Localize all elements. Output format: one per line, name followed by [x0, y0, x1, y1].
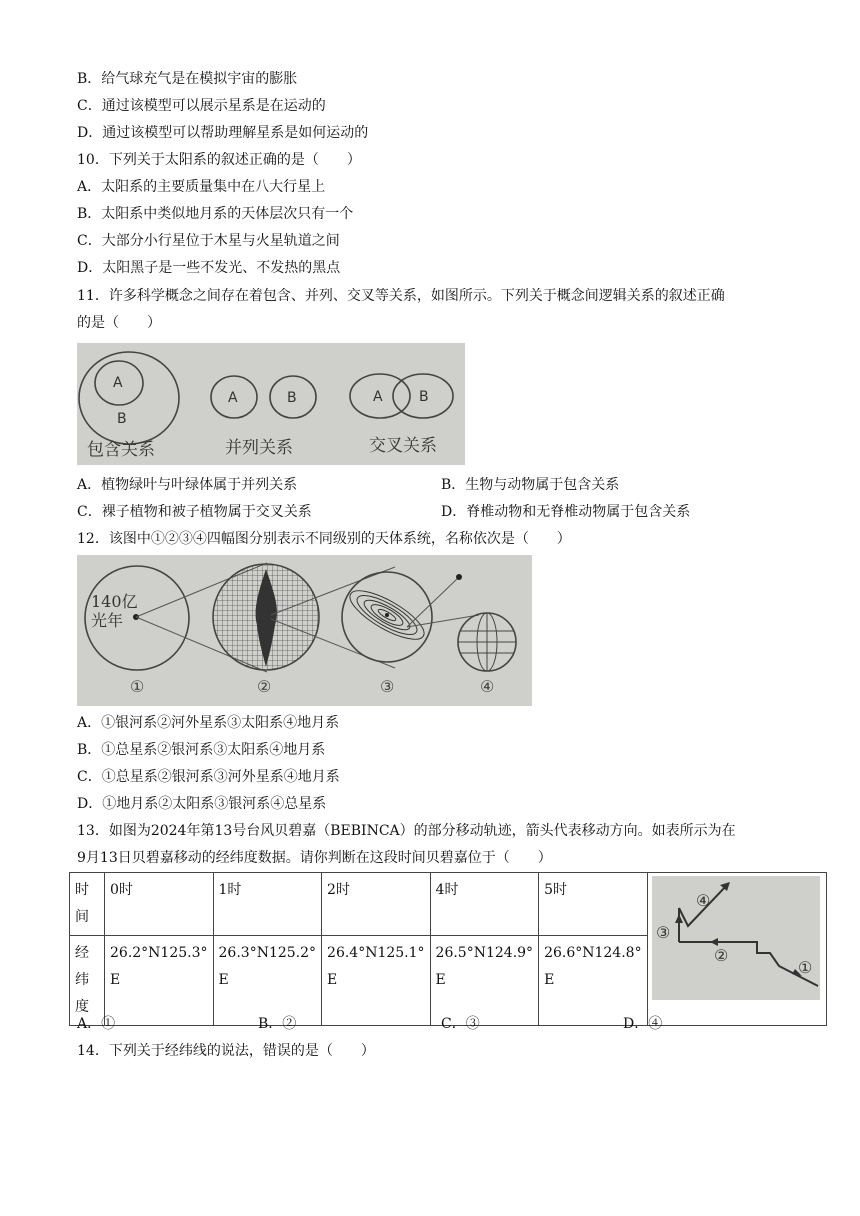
- typhoon-track-map: [652, 876, 820, 1000]
- table-header-time: 时 间: [70, 873, 105, 936]
- q9-option-b: B．给气球充气是在模拟宇宙的膨胀: [77, 71, 298, 87]
- track-label-4: ④: [695, 891, 710, 910]
- q10-stem: 10．下列关于太阳系的叙述正确的是（ ）: [77, 152, 361, 168]
- figure-number-4: ④: [480, 677, 495, 696]
- universe-label-top: 140亿: [91, 592, 138, 611]
- parallel-label-a: A: [228, 390, 238, 406]
- q13-option-b: B．②: [258, 1016, 297, 1032]
- track-label-1: ①: [797, 958, 812, 977]
- table-coord-5: 26.6°N124.8° E: [539, 936, 648, 1026]
- figure-number-3: ③: [380, 677, 395, 696]
- typhoon-coordinates-table: [69, 872, 827, 1026]
- inclusion-outer-circle: [79, 352, 179, 444]
- inclusion-label-a: A: [113, 375, 123, 391]
- table-time-5: 5时: [539, 873, 648, 936]
- concept-relation-figure: [77, 343, 465, 465]
- intersect-caption: 交叉关系: [369, 436, 437, 456]
- q11-option-d: D．脊椎动物和无脊椎动物属于包含关系: [441, 504, 691, 520]
- universe-label-bottom: 光年: [91, 611, 124, 630]
- q9-option-d: D．通过该模型可以帮助理解星系是如何运动的: [77, 125, 369, 141]
- q10-option-d: D．太阳黑子是一些不发光、不发热的黑点: [77, 260, 341, 276]
- q14-stem: 14．下列关于经纬线的说法，错误的是（ ）: [77, 1043, 375, 1059]
- q10-option-a: A．太阳系的主要质量集中在八大行星上: [77, 179, 326, 195]
- q11-option-c: C．裸子植物和被子植物属于交叉关系: [77, 504, 312, 520]
- q10-option-b: B．太阳系中类似地月系的天体层次只有一个: [77, 206, 354, 222]
- q12-option-d: D．①地月系②太阳系③银河系④总星系: [77, 796, 327, 812]
- inclusion-label-b: B: [117, 411, 127, 427]
- intersect-label-a: A: [373, 389, 383, 405]
- track-label-3: ③: [655, 923, 670, 942]
- q13-option-c: C．③: [441, 1016, 480, 1032]
- q11-option-b: B．生物与动物属于包含关系: [441, 477, 620, 493]
- q12-option-a: A．①银河系②河外星系③太阳系④地月系: [77, 715, 340, 731]
- table-time-2: 2时: [322, 873, 431, 936]
- parallel-caption: 并列关系: [225, 438, 293, 458]
- q13-option-a: A．①: [77, 1016, 116, 1032]
- q13-stem-line2: 9月13日贝碧嘉移动的经纬度数据。请你判断在这段时间贝碧嘉位于（ ）: [77, 850, 552, 866]
- table-time-1: 1时: [213, 873, 322, 936]
- q11-stem-line1: 11．许多科学概念之间存在着包含、并列、交叉等关系，如图所示。下列关于概念间逻辑关系的叙述正确: [77, 288, 725, 304]
- q12-option-b: B．①总星系②银河系③太阳系④地月系: [77, 742, 326, 758]
- celestial-system-figure: [77, 555, 532, 706]
- figure-number-2: ②: [257, 677, 272, 696]
- q9-option-c: C．通过该模型可以展示星系是在运动的: [77, 98, 326, 114]
- q12-option-c: C．①总星系②银河系③河外星系④地月系: [77, 769, 340, 785]
- q12-stem: 12．该图中①②③④四幅图分别表示不同级别的天体系统，名称依次是（ ）: [77, 531, 571, 547]
- table-coord-0: 26.2°N125.3° E: [105, 936, 214, 1026]
- table-coord-2: 26.4°N125.1° E: [322, 936, 431, 1026]
- table-coord-1: 26.3°N125.2° E: [213, 936, 322, 1026]
- table-time-0: 0时: [105, 873, 214, 936]
- q10-option-c: C．大部分小行星位于木星与火星轨道之间: [77, 233, 340, 249]
- parallel-label-b: B: [287, 390, 297, 406]
- table-header-coords: 经 纬 度: [70, 936, 105, 1026]
- inclusion-caption: 包含关系: [87, 440, 155, 460]
- typhoon-track-cell: [647, 873, 826, 1026]
- table-coord-4: 26.5°N124.9° E: [430, 936, 539, 1026]
- table-time-4: 4时: [430, 873, 539, 936]
- figure-number-1: ①: [130, 677, 145, 696]
- q13-stem-line1: 13．如图为2024年第13号台风贝碧嘉（BEBINCA）的部分移动轨迹，箭头代表移动方向。如表所示为在: [77, 823, 736, 839]
- q11-stem-line2: 的是（ ）: [77, 315, 161, 331]
- q11-option-a: A．植物绿叶与叶绿体属于并列关系: [77, 477, 298, 493]
- track-label-2: ②: [713, 946, 728, 965]
- intersect-label-b: B: [419, 389, 429, 405]
- q13-option-d: D．④: [623, 1016, 663, 1032]
